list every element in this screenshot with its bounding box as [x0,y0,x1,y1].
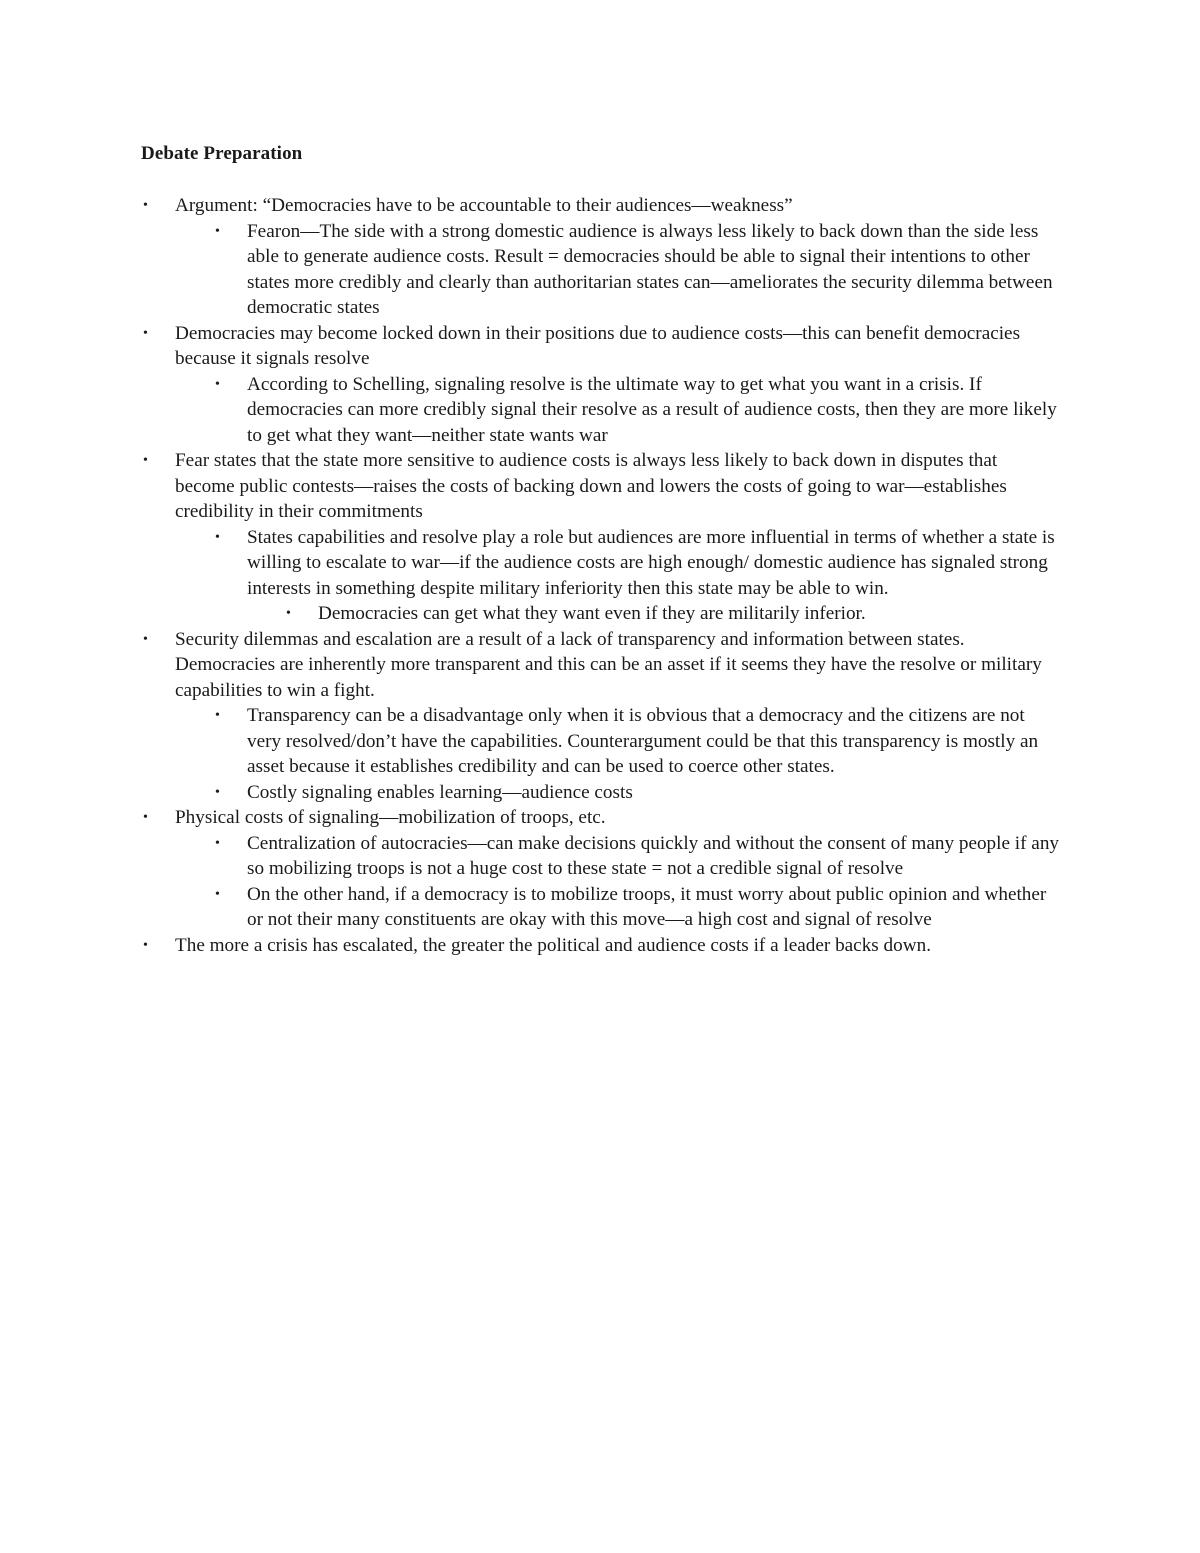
bullet-icon: • [215,784,220,800]
bullet-icon: • [143,325,148,341]
list-item-text: According to Schelling, signaling resolve is the ultimate way to get what you want in a crisis. If democracies can more credibly signal their resolve as a result of audience costs, then they are more likely to get what they want—neither state wants war [247,373,1057,446]
list-item-text: On the other hand, if a democracy is to mobilize troops, it must worry about public opinion and whether or not their many constituents are okay with this move—a high cost and signal of resolve [247,883,1047,930]
list-item-level-1 [141,193,1061,219]
list-item-text: Physical costs of signaling—mobilization of troops, etc. [175,807,606,828]
list-item-level-2 [141,703,1061,780]
list-item-text: States capabilities and resolve play a role but audiences are more influential in terms of whether a state is willing to escalate to war—if the audience costs are high enough/ domestic audience has signaled strong interests in something despite military inferiority then this state may be able to win. [247,526,1055,599]
list-item-text: Costly signaling enables learning—audience costs [247,781,633,803]
list-item-text: Democracies may become locked down in their positions due to audience costs—this can benefit democracies because it signals resolve [175,322,1021,369]
list-item-level-2 [141,882,1061,933]
list-item-text: Transparency can be a disadvantage only when it is obvious that a democracy and the citizens are not very resolved/don’t have the capabilities. Counterargument could be that this transparency is mostly an asset because it establishes credibility and can be used to coerce other states. [247,705,1039,777]
list-item-level-1 [141,805,1061,831]
list-item-level-1 [141,321,1061,372]
list-item-level-1 [141,933,1061,959]
bullet-icon: • [143,631,148,647]
list-item-text: Fearon—The side with a strong domestic audience is always less likely to back down than the side less able to generate audience costs. Result = democracies should be able to signal their intentions to other states more credibly and clearly than authoritarian states can—ameliorates the security dilemma between democratic states [247,220,1053,318]
bullet-icon: • [215,835,220,851]
bullet-icon: • [215,529,220,545]
bullet-icon: • [143,810,148,825]
list-item-level-1 [141,627,1061,704]
list-item-text: Security dilemmas and escalation are a result of a lack of transparency and information between states. Democracies are inherently more transparent and this can be an asset if it seems they have the resolve or military capabilities to win a fight. [175,628,1042,701]
list-item-level-2 [141,780,1061,806]
list-item-text: Fear states that the state more sensitive to audience costs is always less likely to back down in disputes that become public contests—raises the costs of backing down and lowers the costs of going to war—establishes credibility in their commitments [175,450,1007,522]
bullet-icon: • [215,376,220,392]
list-item-level-3 [141,601,1061,627]
list-item-text: Democracies can get what they want even if they are militarily inferior. [318,603,866,624]
document-title: Debate Preparation [141,143,303,164]
list-item-level-1 [141,448,1061,525]
list-item-text: The more a crisis has escalated, the greater the political and audience costs if a leader backs down. [175,934,931,956]
bullet-icon: • [143,453,148,468]
bullet-icon: • [143,198,148,213]
bullet-list [141,193,1061,958]
list-item-level-2 [141,372,1061,449]
list-item-level-2 [141,219,1061,321]
bullet-icon: • [286,606,291,621]
list-item-level-2 [141,831,1061,882]
list-item-text: Argument: “Democracies have to be accountable to their audiences—weakness” [175,195,793,216]
list-item-text: Centralization of autocracies—can make decisions quickly and without the consent of many people if any so mobilizing troops is not a huge cost to these state = not a credible signal of resolve [247,832,1060,879]
bullet-icon: • [215,223,220,239]
bullet-icon: • [215,708,220,723]
bullet-icon: • [143,937,148,953]
bullet-icon: • [215,886,220,902]
list-item-level-2 [141,525,1061,602]
